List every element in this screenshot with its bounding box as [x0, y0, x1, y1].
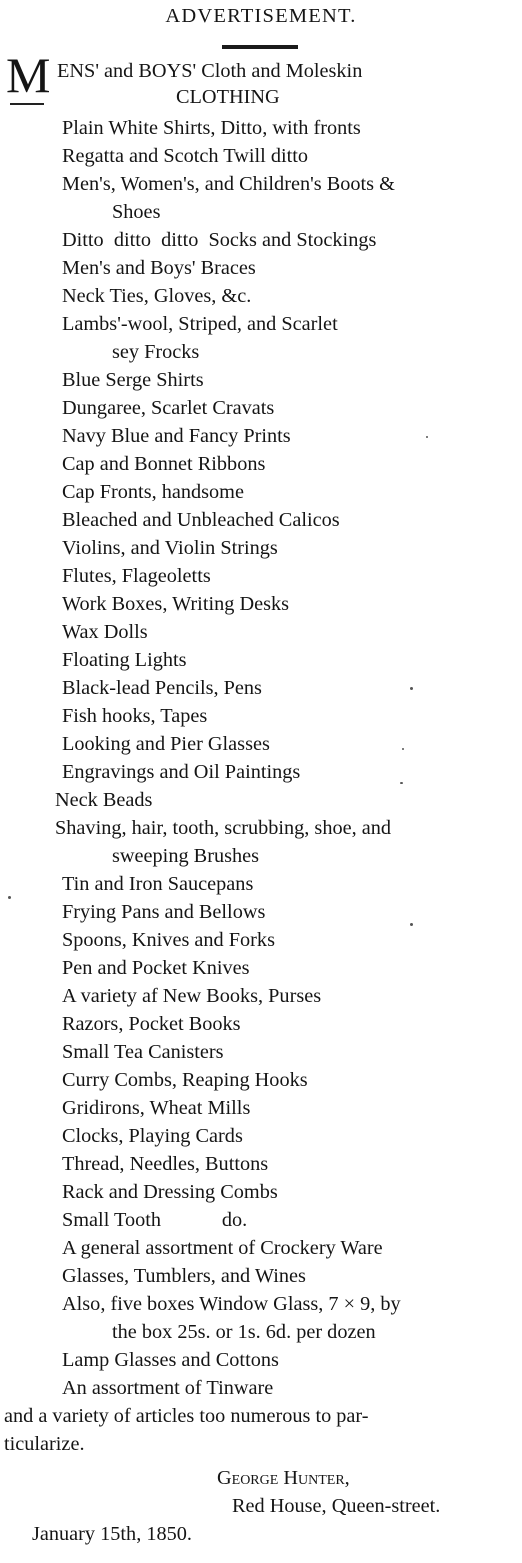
print-speck	[426, 436, 428, 438]
item-line: Tin and Iron Saucepans	[62, 873, 254, 895]
item-line: Thread, Needles, Buttons	[62, 1153, 269, 1175]
intro-line-1: ENS' and BOYS' Cloth and Moleskin	[57, 60, 363, 82]
signature-name: George Hunter,	[217, 1467, 350, 1489]
item-line-continued: Shoes	[112, 201, 161, 223]
item-line: Spoons, Knives and Forks	[62, 929, 275, 951]
item-line: Glasses, Tumblers, and Wines	[62, 1265, 306, 1287]
drop-cap: M	[6, 47, 51, 103]
item-line: Razors, Pocket Books	[62, 1013, 241, 1035]
item-line: Curry Combs, Reaping Hooks	[62, 1069, 308, 1091]
item-line: Fish hooks, Tapes	[62, 705, 208, 727]
signature-address: Red House, Queen-street.	[232, 1495, 441, 1517]
heading-rule	[222, 45, 298, 49]
item-line: Regatta and Scotch Twill ditto	[62, 145, 309, 167]
item-line: Gridirons, Wheat Mills	[62, 1097, 251, 1119]
item-line: Cap Fronts, handsome	[62, 481, 244, 503]
item-line: Flutes, Flageoletts	[62, 565, 211, 587]
item-line: Blue Serge Shirts	[62, 369, 204, 391]
item-line: Men's, Women's, and Children's Boots &	[62, 173, 395, 195]
item-line: Violins, and Violin Strings	[62, 537, 278, 559]
item-line: Ditto ditto ditto Socks and Stockings	[62, 229, 377, 251]
item-line-continued: sweeping Brushes	[112, 845, 260, 867]
item-line-continued: the box 25s. or 1s. 6d. per dozen	[112, 1321, 376, 1343]
item-line: Wax Dolls	[62, 621, 148, 643]
closing-line: and a variety of articles too numerous to par-	[4, 1405, 369, 1427]
item-line: Shaving, hair, tooth, scrubbing, shoe, and	[55, 817, 392, 839]
print-speck	[8, 896, 11, 899]
item-line: Clocks, Playing Cards	[62, 1125, 243, 1147]
item-line: Lambs'-wool, Striped, and Scarlet	[62, 313, 338, 335]
item-line: Black-lead Pencils, Pens	[62, 677, 262, 699]
item-line: Cap and Bonnet Ribbons	[62, 453, 266, 475]
item-line: Plain White Shirts, Ditto, with fronts	[62, 117, 361, 139]
print-speck	[402, 748, 404, 750]
item-line: Navy Blue and Fancy Prints	[62, 425, 291, 447]
item-line: Small Tooth do.	[62, 1209, 248, 1231]
item-line: Rack and Dressing Combs	[62, 1181, 278, 1203]
item-line-continued: sey Frocks	[112, 341, 200, 363]
item-line: Neck Beads	[55, 789, 153, 811]
item-line: A variety af New Books, Purses	[62, 985, 322, 1007]
item-line: Bleached and Unbleached Calicos	[62, 509, 340, 531]
item-line: Engravings and Oil Paintings	[62, 761, 301, 783]
item-line: Small Tea Canisters	[62, 1041, 224, 1063]
print-speck	[410, 923, 413, 926]
item-line: Frying Pans and Bellows	[62, 901, 266, 923]
print-speck	[400, 782, 403, 784]
item-line: An assortment of Tinware	[62, 1377, 274, 1399]
item-line: Lamp Glasses and Cottons	[62, 1349, 279, 1371]
item-line: Floating Lights	[62, 649, 187, 671]
item-line: Men's and Boys' Braces	[62, 257, 256, 279]
print-speck	[410, 687, 413, 690]
item-line: Also, five boxes Window Glass, 7 × 9, by	[62, 1293, 401, 1315]
item-line: Dungaree, Scarlet Cravats	[62, 397, 275, 419]
item-line: Looking and Pier Glasses	[62, 733, 270, 755]
intro-line-2: CLOTHING	[176, 86, 280, 108]
item-line: A general assortment of Crockery Ware	[62, 1237, 383, 1259]
closing-line: ticularize.	[4, 1433, 85, 1455]
item-line: Pen and Pocket Knives	[62, 957, 250, 979]
signature-date: January 15th, 1850.	[32, 1523, 192, 1545]
item-line: Work Boxes, Writing Desks	[62, 593, 290, 615]
item-line: Neck Ties, Gloves, &c.	[62, 285, 252, 307]
drop-cap-underline	[10, 103, 44, 105]
advertisement-heading: ADVERTISEMENT.	[165, 5, 357, 27]
